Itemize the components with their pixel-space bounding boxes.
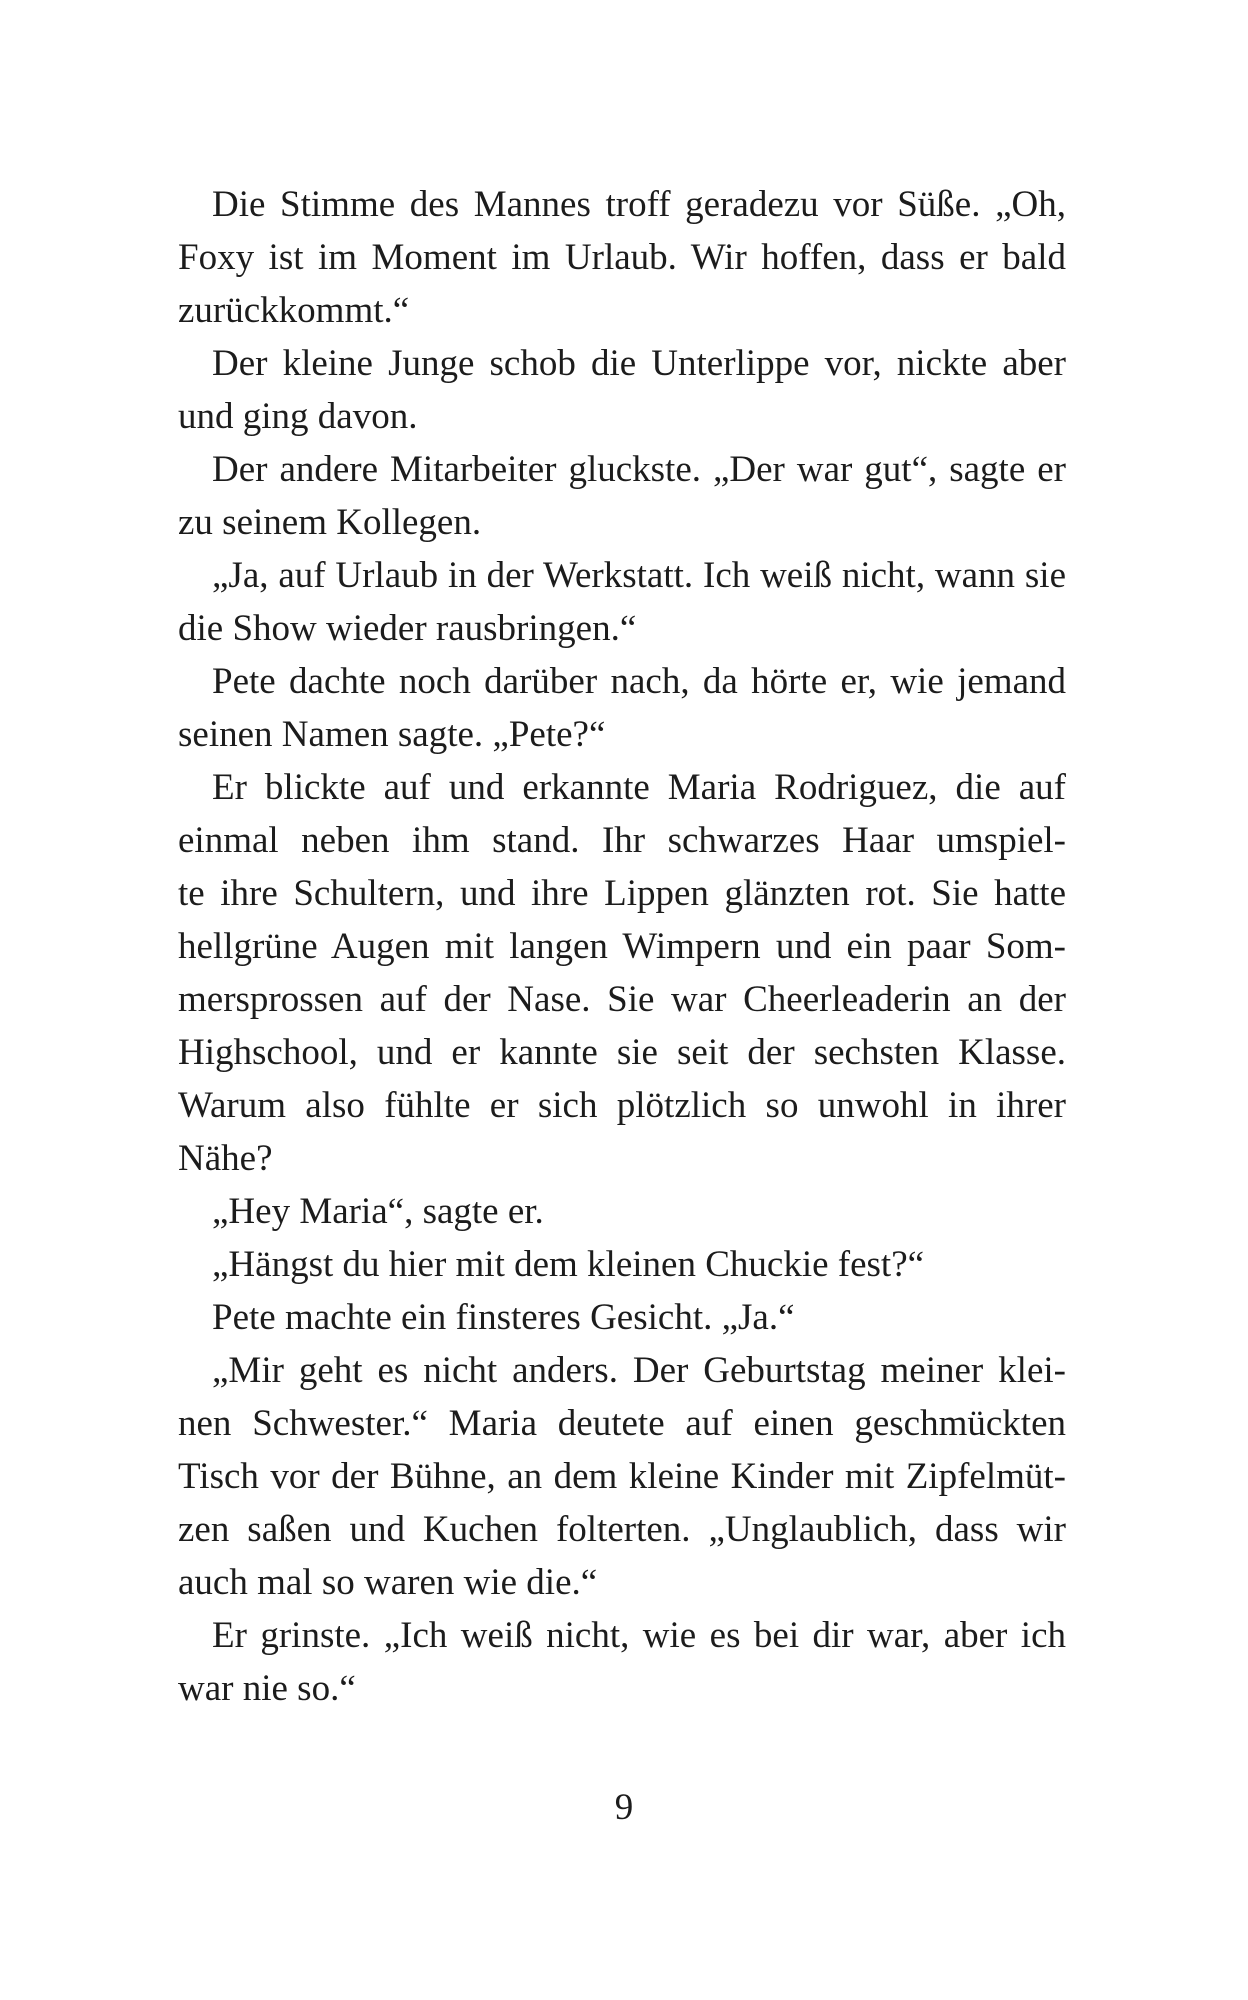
text-line: te ihre Schultern, und ihre Lippen glänzten rot. Sie hatte — [178, 873, 1066, 914]
text-line: Tisch vor der Bühne, an dem kleine Kinder mit Zipfelmüt- — [178, 1456, 1066, 1497]
text-line: nen Schwester.“ Maria deutete auf einen geschmückten — [178, 1403, 1066, 1444]
text-line: Pete dachte noch darüber nach, da hörte er, wie jemand — [212, 661, 1066, 702]
text-line: Er blickte auf und erkannte Maria Rodriguez, die auf — [212, 767, 1066, 808]
text-line: zen saßen und Kuchen folterten. „Unglaublich, dass wir — [178, 1509, 1066, 1550]
text-line: Die Stimme des Mannes troff geradezu vor Süße. „Oh, — [212, 184, 1066, 225]
text-line: zu seinem Kollegen. — [178, 502, 482, 543]
text-line: zurückkommt.“ — [178, 290, 410, 331]
text-line: Foxy ist im Moment im Urlaub. Wir hoffen, dass er bald — [178, 237, 1066, 278]
text-line: „Hey Maria“, sagte er. — [212, 1191, 544, 1232]
text-line: und ging davon. — [178, 396, 418, 437]
text-line: einmal neben ihm stand. Ihr schwarzes Haar umspiel- — [178, 820, 1066, 861]
text-line: Pete machte ein finsteres Gesicht. „Ja.“ — [212, 1297, 795, 1338]
text-line: „Hängst du hier mit dem kleinen Chuckie fest?“ — [212, 1244, 925, 1285]
text-line: war nie so.“ — [178, 1668, 356, 1709]
text-line: „Ja, auf Urlaub in der Werkstatt. Ich weiß nicht, wann sie — [212, 555, 1066, 596]
text-line: Nähe? — [178, 1138, 273, 1179]
text-line: hellgrüne Augen mit langen Wimpern und ein paar Som- — [178, 926, 1066, 967]
text-line: Der kleine Junge schob die Unterlippe vor, nickte aber — [212, 343, 1066, 384]
page-number: 9 — [614, 1787, 634, 1828]
text-line: mersprossen auf der Nase. Sie war Cheerleaderin an der — [178, 979, 1066, 1020]
text-line: die Show wieder rausbringen.“ — [178, 608, 637, 649]
text-line: auch mal so waren wie die.“ — [178, 1562, 598, 1603]
text-line: Warum also fühlte er sich plötzlich so unwohl in ihrer — [178, 1085, 1066, 1126]
text-line: seinen Namen sagte. „Pete?“ — [178, 714, 606, 755]
text-line: Der andere Mitarbeiter gluckste. „Der war gut“, sagte er — [212, 449, 1066, 490]
text-line: Highschool, und er kannte sie seit der sechsten Klasse. — [178, 1032, 1066, 1073]
text-line: „Mir geht es nicht anders. Der Geburtstag meiner klei- — [212, 1350, 1066, 1391]
text-line: Er grinste. „Ich weiß nicht, wie es bei dir war, aber ich — [212, 1615, 1066, 1656]
